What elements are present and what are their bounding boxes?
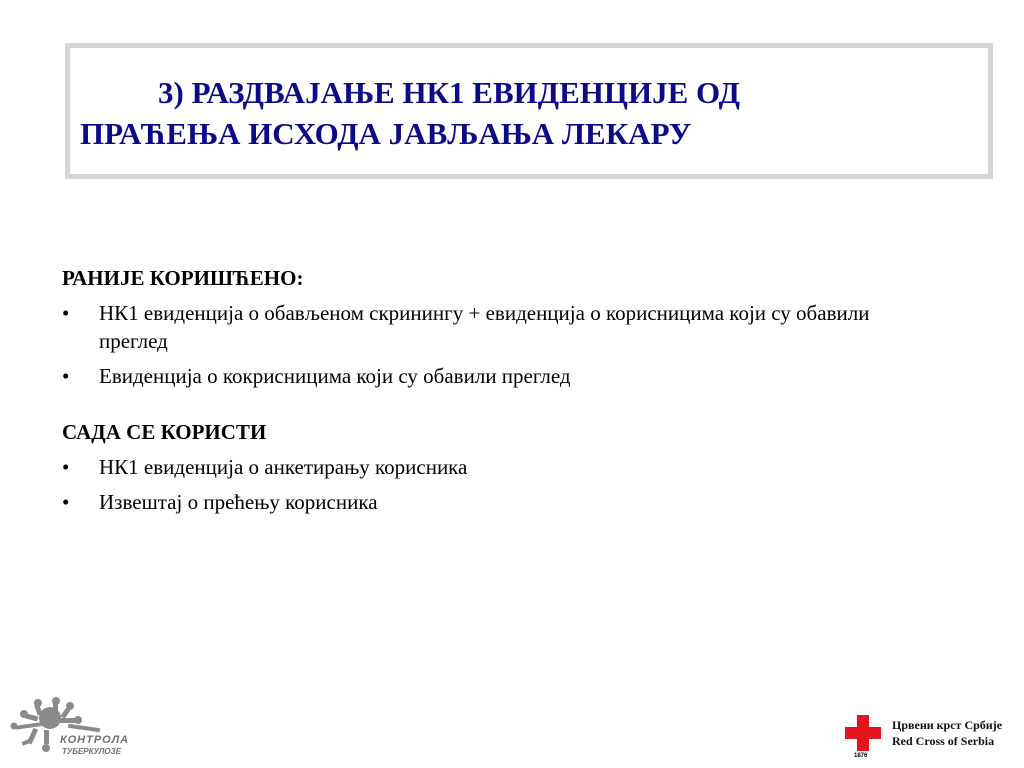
current-list (62, 453, 942, 516)
red-cross-serbian: Црвени крст Србије (892, 718, 1003, 732)
logo-left-line-2: ТУБЕРКУЛОЗЕ (62, 747, 122, 756)
logo-left-line-1: КОНТРОЛА (60, 734, 130, 746)
bullet-icon: • (62, 490, 70, 514)
red-cross-english: Red Cross of Serbia (892, 734, 995, 748)
list-item (62, 488, 942, 516)
red-cross-label (892, 717, 1002, 749)
list-item-text: Извештај о прећењу корисника (99, 490, 378, 514)
list-item (62, 453, 942, 481)
red-cross-year: 1876 (854, 753, 868, 759)
red-cross-logo (840, 712, 1020, 762)
title-box (65, 43, 993, 179)
list-item-text: Евиденција о кокрисницима који су обавили преглед (99, 364, 571, 388)
previous-list (62, 299, 942, 390)
red-cross-icon (845, 715, 881, 751)
list-item-text: НК1 евиденција о анкетирању корисника (99, 455, 468, 479)
tuberculosis-control-logo (8, 696, 138, 760)
section-heading-previous: РАНИЈЕ КОРИШЋЕНО: (62, 266, 304, 290)
tuberculosis-control-label (60, 735, 129, 757)
section-heading-current: САДА СЕ КОРИСТИ (62, 420, 267, 444)
title-line-1: 3) РАЗДВАЈАЊЕ НК1 ЕВИДЕНЦИЈЕ ОД (158, 75, 740, 110)
slide-content (62, 264, 942, 516)
bullet-icon: • (62, 364, 70, 388)
bullet-icon: • (62, 455, 70, 479)
slide-title (80, 72, 980, 154)
bullet-icon: • (62, 301, 70, 325)
list-item (62, 299, 942, 355)
title-line-2: ПРАЋЕЊА ИСХОДА ЈАВЉАЊА ЛЕКАРУ (80, 116, 692, 151)
list-item (62, 362, 942, 390)
list-item-text: НК1 евиденција о обављеном скринингу + евиденција о корисницима који су обавили преглед (99, 301, 870, 353)
